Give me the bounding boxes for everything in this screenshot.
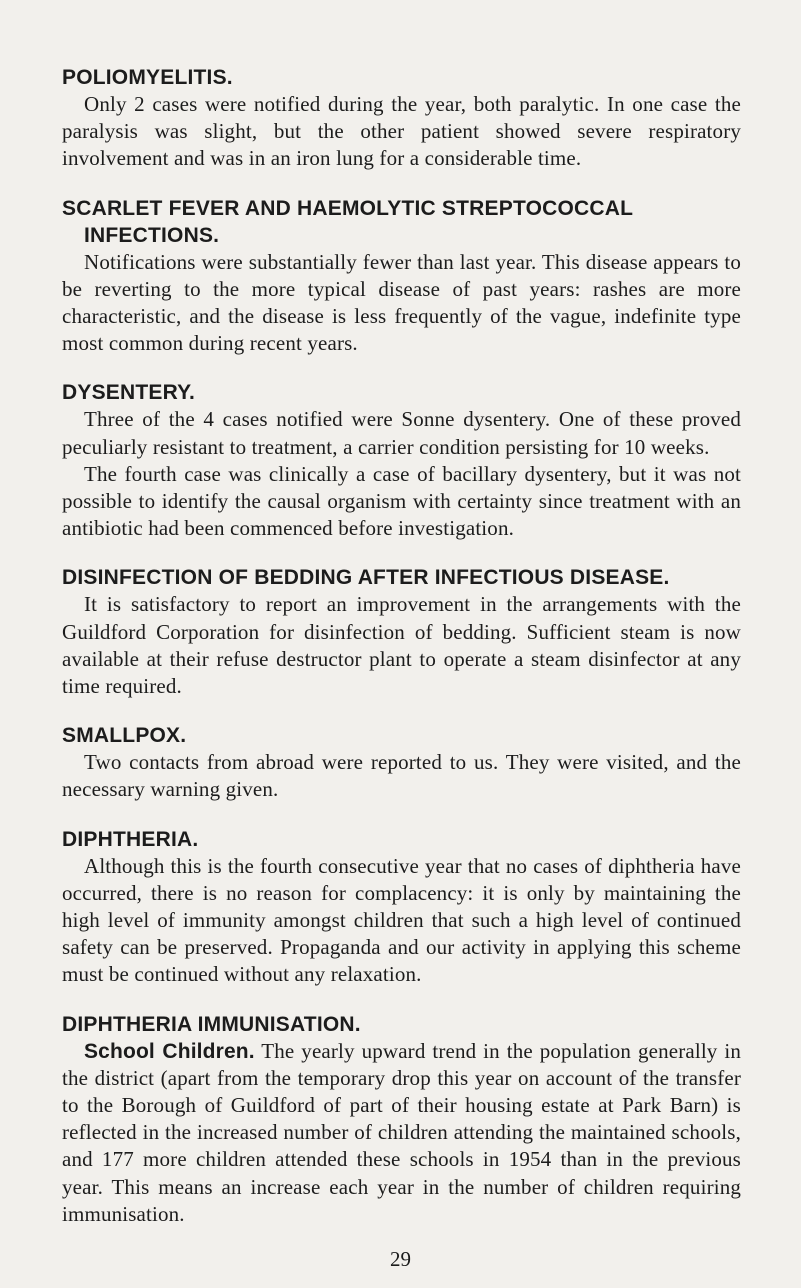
paragraph: It is satisfactory to report an improvement in the arrangements with the Guildford Corporation for disinfection of bedding. Sufficient steam is now available at their refuse destructor plant to operate a steam disinfector at any time required. <box>62 592 741 699</box>
paragraph: The fourth case was clinically a case of bacillary dysentery, but it was not possible to identify the causal organism with certainty since treatment with an antibiotic had been commenced before investigation. <box>62 461 741 541</box>
section-heading: DISINFECTION OF BEDDING AFTER INFECTIOUS DISEASE. <box>62 566 670 590</box>
page-number: 29 <box>390 1247 411 1271</box>
section-heading: POLIOMYELITIS. <box>62 66 233 89</box>
section-smallpox <box>62 722 741 803</box>
section-heading: SMALLPOX. <box>62 724 187 748</box>
paragraph: Although this is the fourth consecutive year that no cases of diphtheria have occurred, there is no reason for complacency: it is only by maintaining the high level of immunity amongst children that such a high level of continued safety can be preserved. Propaganda and our activity in applying this scheme must be continued without any relaxation. <box>62 853 741 987</box>
section-diphtheria <box>62 826 741 989</box>
section-heading-continued: INFECTIONS. <box>84 223 220 247</box>
paragraph: Only 2 cases were notified during the year, both paralytic. In one case the paralysis was slight, but the other patient showed severe respiratory involvement and was in an iron lung for a considerable time. <box>62 92 741 171</box>
paragraph: Three of the 4 cases notified were Sonne dysentery. One of these proved peculiarly resistant to treatment, a carrier condition persisting for 10 weeks. <box>62 407 741 459</box>
paragraph-text: The yearly upward trend in the population generally in the district (apart from the temporary drop this year on account of the transfer to the Borough of Guildford of part of their housing estate at Park Barn) is reflected in the increased number of children attending the maintained schools, and 177 more children attended these schools in 1954 than in the previous year. This means an increase each year in the number of children requiring immunisation. <box>62 1038 742 1226</box>
paragraph: Two contacts from abroad were reported to us. They were visited, and the necessary warning given. <box>62 750 741 802</box>
section-heading: DIPHTHERIA IMMUNISATION. <box>62 1012 361 1036</box>
section-poliomyelitis <box>62 64 741 173</box>
section-dysentery <box>62 379 741 542</box>
section-heading: SCARLET FEVER AND HAEMOLYTIC STREPTOCOCCAL <box>62 196 634 220</box>
section-diphtheria-immunisation <box>62 1011 741 1228</box>
section-heading: DIPHTHERIA. <box>62 827 199 851</box>
paragraph: Notifications were substantially fewer than last year. This disease appears to be reverting to the more typical disease of past years: rashes are more characteristic, and the disease is less frequently of the vague, indefinite type most common during recent years. <box>62 249 741 356</box>
paragraph <box>62 1038 741 1228</box>
section-scarlet-fever <box>62 195 741 358</box>
section-disinfection-of-bedding <box>62 564 741 700</box>
section-heading: DYSENTERY. <box>62 381 196 405</box>
paragraph-lead-heading: School Children. <box>84 1039 255 1063</box>
